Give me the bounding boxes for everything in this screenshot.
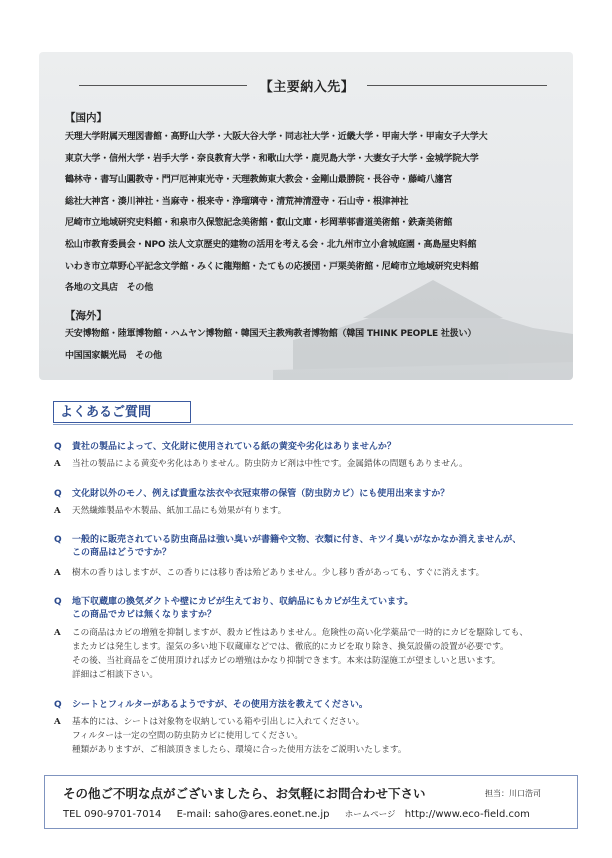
answer-text: 基本的には、シートは対象物を収納している箱や引出しに入れてください。 [72,717,365,727]
answer-text: フィルターは一定の空間の防虫防カビに使用してください。 [72,731,304,741]
question-text: この商品はどうですか？ [72,548,172,558]
overseas-line: 天安博物館・陸軍博物館・ハムヤン博物館・韓国天主教殉教者博物館（韓国 THINK PEOPLE 社扱い） [65,329,477,339]
faq-divider [53,424,573,425]
question-text: 地下収蔵庫の換気ダクトや壁にカビが生えており、収納品にもカビが生えています。 [72,597,414,607]
domestic-line: 総社大神宮・湊川神社・当麻寺・根来寺・浄瑠璃寺・清荒神清澄寺・石山寺・根津神社 [65,196,409,207]
answer-text: 詳細はご相談下さい。 [72,670,158,680]
domestic-line: 天理大学附属天理図書館・高野山大学・大阪大谷大学・同志社大学・近畿大学・甲南大学・甲南女子大学大 [65,132,488,142]
a-mark: A [54,459,61,469]
domestic-list [65,127,487,300]
question-text: 貴社の製品によって、文化財に使用されている紙の黄変や劣化はありませんか？ [72,442,396,452]
q-mark: Q [54,700,62,710]
clients-title: 【主要納入先】 [259,80,355,95]
q-mark: Q [54,442,62,452]
title-divider-left [79,85,247,86]
answer-text: この商品はカビの増殖を抑制しますが、殺カビ性はありません。危険性の高い化学薬品で一時的にカビを駆除しても、 [72,628,528,638]
question-text: シートとフィルターがあるようですが、その使用方法を教えてください。 [72,700,368,710]
domestic-line: 鶴林寺・書写山圓教寺・門戸厄神東光寺・天理教飾東大教会・金剛山最勝院・長谷寺・藤崎八旛宮 [65,175,453,186]
clients-title-row [39,76,573,94]
faq-item [54,488,584,518]
faq-item [54,596,584,682]
answer-text: またカビは発生します。湿気の多い地下収蔵庫などでは、徹底的にカビを取り除き、換気設備の設置が必要です。 [72,642,509,652]
faq-answer [54,457,584,471]
faq-answer [54,626,584,682]
q-mark: Q [54,597,62,607]
answer-text: 天然繊維製品や木製品、紙加工品にも効果が有ります。 [72,506,287,516]
domestic-heading: 【国内】 [65,112,107,124]
phone-number[interactable]: TEL 090-9701-7014 [63,809,162,820]
a-mark: A [54,717,61,727]
faq-question [54,596,584,622]
question-text: この商品でカビは無くなりますか？ [72,610,217,620]
q-mark: Q [54,535,62,545]
q-mark: Q [54,489,62,499]
homepage-label: ホームページ [344,810,396,820]
email-link[interactable]: E-mail: saho@ares.eonet.ne.jp [176,809,330,820]
faq-answer [54,504,584,518]
faq-answer [54,715,584,757]
a-mark: A [54,568,61,578]
faq-question [54,441,584,454]
domestic-line: 各地の文具店 その他 [65,283,154,294]
contact-message: その他ご不明な点がございましたら、お気軽にお問合わせ下さい [63,786,426,801]
overseas-line: 中国国家観光局 その他 [65,350,162,361]
contact-person: 担当：川口浩司 [485,789,541,798]
domestic-line: 尼崎市立地域研究史料館・和泉市久保惣記念美術館・叡山文庫・杉岡華邨書道美術館・鉄斎美術館 [65,218,453,229]
a-mark: A [54,628,61,638]
domestic-line: 松山市教育委員会・NPO 法人文京歴史的建物の活用を考える会・北九州市立小倉城庭園・高島屋史料館 [65,239,477,250]
domestic-line: 東京大学・信州大学・岩手大学・奈良教育大学・和歌山大学・鹿児島大学・大妻女子大学・金城学院大学 [65,153,479,164]
main-clients-panel [39,52,573,380]
contact-details [63,808,542,820]
faq-question [54,534,584,560]
answer-text: 樹木の香りはしますが、この香りには移り香は殆どありません。少し移り香があっても、すぐに消えます。 [72,568,485,578]
faq-item [54,534,584,580]
answer-text: 種類がありますが、ご相談頂きましたら、環境に合った使用方法をご説明いたします。 [72,745,407,755]
faq-question [54,699,584,712]
overseas-heading: 【海外】 [65,310,107,322]
question-text: 文化財以外のモノ、例えば貴重な法衣や衣冠束帯の保管（防虫防カビ）にも使用出来ますか？ [72,489,450,499]
answer-text: 当社の製品による黄変や劣化はありません。防虫防カビ剤は中性です。金属錯体の問題もありません。 [72,459,468,469]
homepage-link[interactable]: http://www.eco-field.com [404,809,530,820]
faq-question [54,488,584,501]
faq-answer [54,566,584,580]
contact-box [44,775,578,829]
domestic-line: いわき市立草野心平記念文学館・みくに龍翔館・たてもの応援団・戸栗美術館・尼崎市立地域研究史料館 [65,261,479,272]
title-divider-right [367,85,547,86]
overseas-list [65,324,476,367]
a-mark: A [54,506,61,516]
answer-text: その後、当社商品をご使用頂ければカビの増殖はかなり抑制できます。本来は防湿施工が望ましいと思います。 [72,656,501,666]
faq-item [54,441,584,471]
faq-title: よくあるご質問 [53,401,191,423]
question-text: 一般的に販売されている防虫商品は強い臭いが書籍や文物、衣類に付き、キツイ臭いがなかなか消えませんが、 [72,535,522,545]
faq-item [54,699,584,757]
